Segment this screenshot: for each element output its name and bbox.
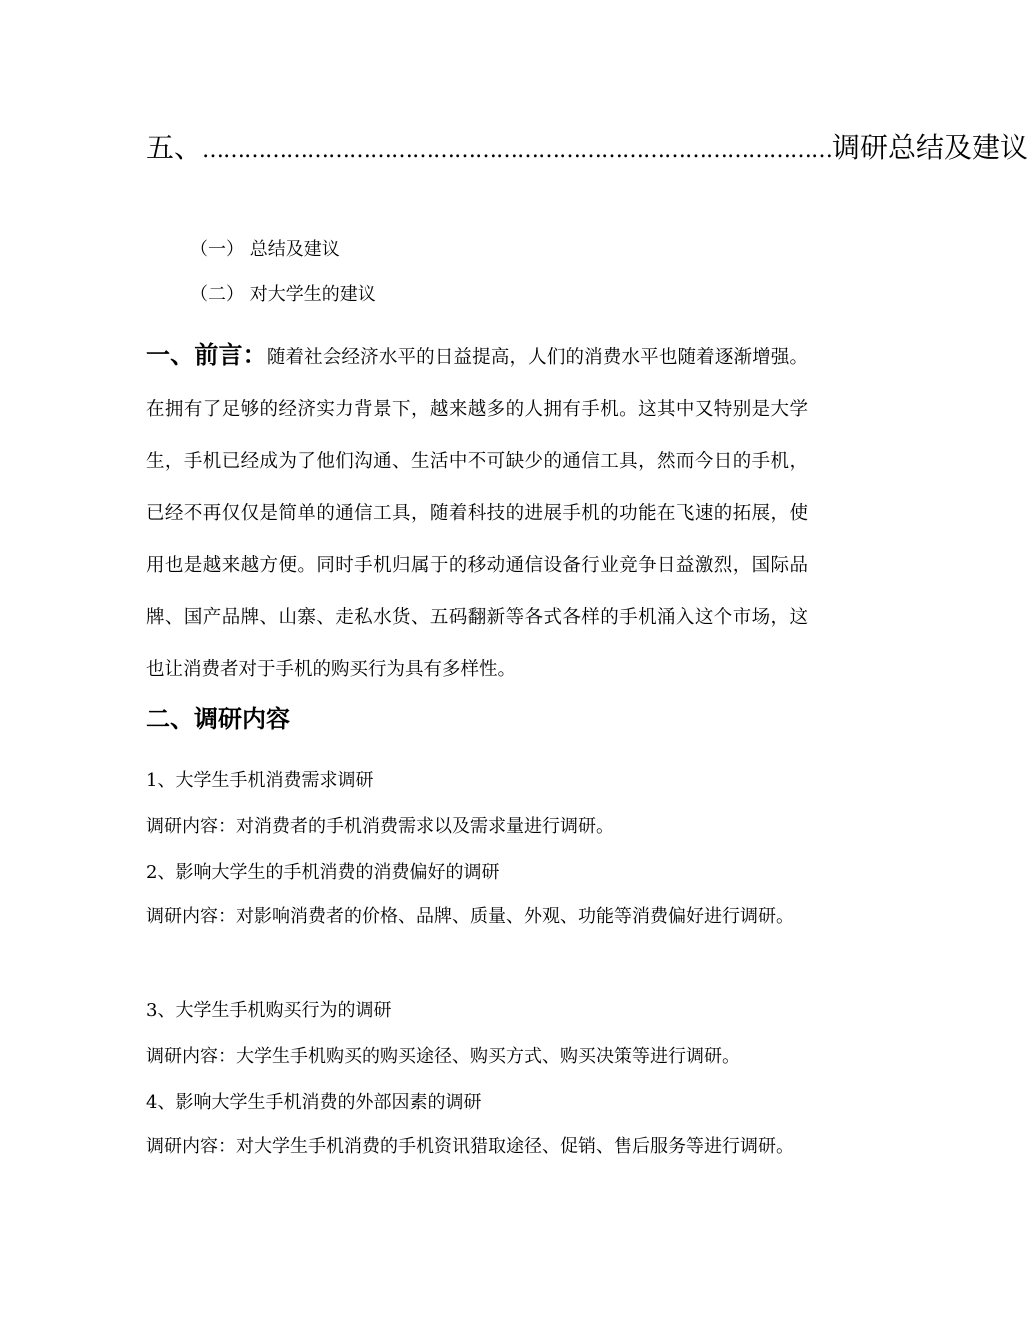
research-item-title: 1、大学生手机消费需求调研 bbox=[146, 770, 374, 791]
toc-leader-dots: ……………………………………………………………………………… bbox=[202, 138, 833, 163]
research-item-title: 3、大学生手机购买行为的调研 bbox=[146, 1000, 392, 1021]
toc-entry-number: 五、 bbox=[146, 131, 203, 164]
research-item-content: 调研内容：对大学生手机消费的手机资讯猎取途径、促销、售后服务等进行调研。 bbox=[146, 1136, 794, 1157]
toc-subentry-advice: （二） 对大学生的建议 bbox=[190, 284, 376, 305]
research-item-content: 调研内容：大学生手机购买的购买途径、购买方式、购买决策等进行调研。 bbox=[146, 1046, 740, 1067]
toc-entry-title: 调研总结及建议 bbox=[832, 131, 1028, 164]
preface-paragraph bbox=[146, 329, 808, 696]
research-item-title: 4、影响大学生手机消费的外部因素的调研 bbox=[146, 1092, 482, 1113]
preface-text: 随着社会经济水平的日益提高，人们的消费水平也随着逐渐增强。在拥有了足够的经济实力背景下，越来越多的人拥有手机。这其中又特别是大学生，手机已经成为了他们沟通、生活中不可缺少的通信工具，然而今日的手机，已经不再仅仅是简单的通信工具，随着科技的进展手机的功能在飞速的拓展，使用也是越来越方便。同时手机归属于的移动通信设备行业竞争日益激烈，国际品牌、国产品牌、山寨、走私水货、五码翻新等各式各样的手机涌入这个市场，这也让消费者对于手机的购买行为具有多样性。 bbox=[146, 347, 808, 680]
research-item-title: 2、影响大学生的手机消费的消费偏好的调研 bbox=[146, 862, 500, 883]
section-heading-research-content: 二、调研内容 bbox=[146, 705, 290, 733]
toc-subentry-summary: （一） 总结及建议 bbox=[190, 239, 340, 260]
research-item-content: 调研内容：对影响消费者的价格、品牌、质量、外观、功能等消费偏好进行调研。 bbox=[146, 906, 794, 927]
toc-entry-summary bbox=[146, 128, 1028, 171]
preface-heading: 一、前言： bbox=[146, 341, 267, 369]
research-item-content: 调研内容：对消费者的手机消费需求以及需求量进行调研。 bbox=[146, 816, 614, 837]
